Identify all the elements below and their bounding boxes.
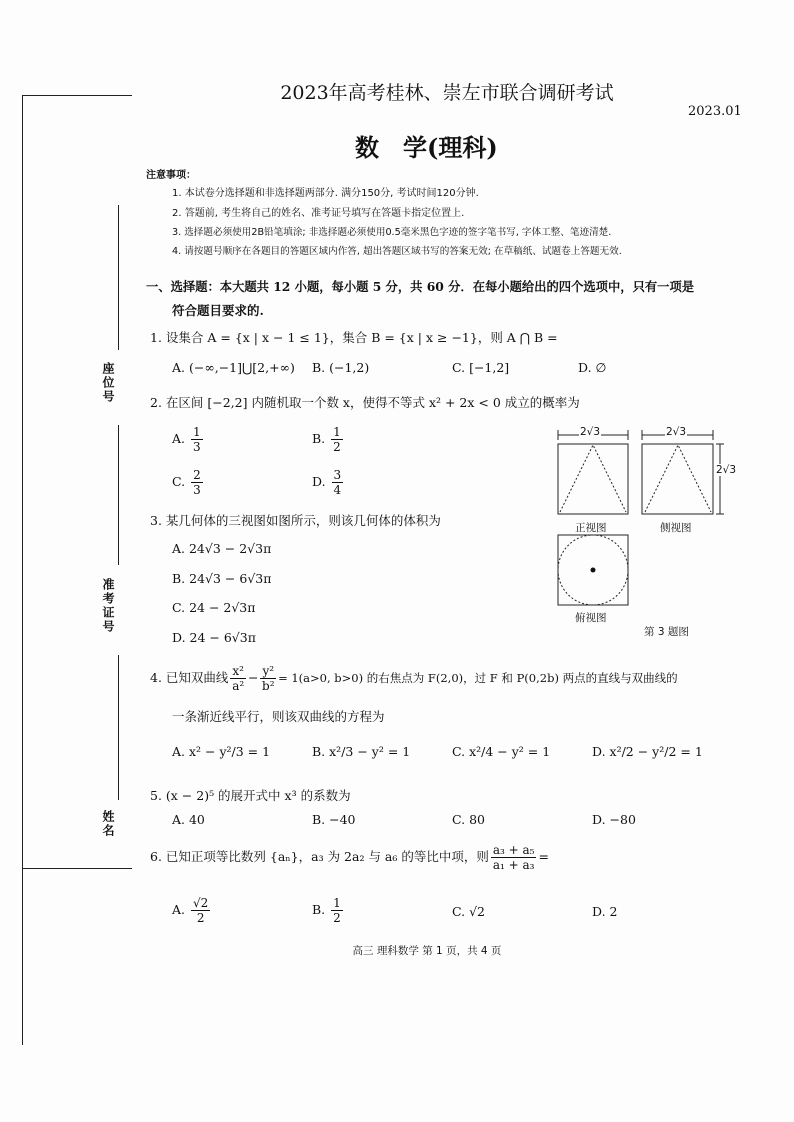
- q1-stem: 1. 设集合 A = {x | x − 1 ≤ 1}，集合 B = {x | x ≥ −1}，则 A ⋂ B =: [150, 330, 558, 345]
- q5-option-b: B. −40: [312, 812, 356, 827]
- q4-option-d: D. x²/2 − y²/2 = 1: [592, 744, 703, 759]
- option-letter: B.: [312, 902, 326, 917]
- exam-id-label: 准考证号: [101, 578, 115, 634]
- name-label: 姓名: [101, 810, 115, 838]
- q1-option-c: C. [−1,2]: [452, 360, 510, 375]
- exam-id-field-line[interactable]: [118, 425, 119, 565]
- q4-option-b: B. x²/3 − y² = 1: [312, 744, 411, 759]
- front-dim-label: 2√3: [580, 426, 601, 438]
- q2-option-b: [312, 425, 345, 454]
- denominator: 3: [193, 440, 201, 454]
- numerator: a₃ + a₅: [492, 843, 535, 857]
- note-item: 2. 答题前, 考生将自己的姓名、准考证号填写在答题卡指定位置上.: [172, 208, 465, 219]
- q4-text: 4. 已知双曲线: [150, 670, 229, 685]
- q2-option-a: [172, 425, 205, 454]
- numerator: x²: [232, 664, 244, 678]
- name-field-line[interactable]: [118, 655, 119, 800]
- q1-option-a: A. (−∞,−1]⋃[2,+∞): [172, 360, 295, 375]
- numerator: 1: [193, 425, 201, 439]
- option-letter: D.: [312, 474, 326, 489]
- numerator: √2: [193, 896, 209, 910]
- q6-text: 6. 已知正项等比数列 {aₙ}，a₃ 为 2a₂ 与 a₆ 的等比中项，则: [150, 849, 489, 864]
- q5-stem: 5. (x − 2)⁵ 的展开式中 x³ 的系数为: [150, 788, 351, 803]
- note-item: 1. 本试卷分选择题和非选择题两部分. 满分150分, 考试时间120分钟.: [172, 188, 479, 199]
- denominator: 4: [333, 483, 342, 497]
- q3-option-c: C. 24 − 2√3π: [172, 600, 256, 615]
- q6-text: =: [538, 849, 549, 864]
- q4-stem: 4. 已知双曲线 $\frac{\text{x²}}{\text{a²}}$ − $\frac{\text{y²}}{\text{b²}}$ = 1(a>0, b>0) 的右焦点为 F(2,0)，过 F 和 P(0,2b) 两点的直线与双曲线的: [150, 664, 678, 693]
- apex-dot: [591, 568, 596, 573]
- denominator: a₁ + a₃: [492, 858, 535, 872]
- exam-title: 2023年高考桂林、崇左市联合调研考试: [280, 82, 614, 104]
- q3-stem: 3. 某几何体的三视图如图所示，则该几何体的体积为: [150, 513, 441, 528]
- seat-field-line[interactable]: [118, 205, 119, 350]
- q4-stem-cont: 一条渐近线平行，则该双曲线的方程为: [172, 709, 385, 724]
- q6-option-b: [312, 896, 345, 925]
- margin-border: [22, 868, 132, 869]
- side-dim-label: 2√3: [666, 426, 687, 438]
- denominator: 2: [333, 911, 341, 925]
- q2-option-c: [172, 468, 205, 497]
- figure-caption: 第 3 题图: [644, 626, 689, 638]
- side-view: [642, 444, 713, 514]
- denominator: b²: [262, 679, 275, 693]
- margin-border: [22, 95, 23, 1045]
- q3-option-d: D. 24 − 6√3π: [172, 630, 256, 645]
- q5-option-d: D. −80: [592, 812, 636, 827]
- denominator: 2: [333, 440, 341, 454]
- front-view: [558, 444, 628, 514]
- denominator: 3: [193, 483, 201, 497]
- exam-date: 2023.01: [688, 104, 742, 119]
- q6-stem: [150, 843, 549, 872]
- seat-label: 座位号: [101, 362, 115, 404]
- denominator: 2: [196, 911, 205, 925]
- q4-option-c: C. x²/4 − y² = 1: [452, 744, 551, 759]
- q5-option-c: C. 80: [452, 812, 485, 827]
- q3-option-a: A. 24√3 − 2√3π: [172, 541, 272, 556]
- option-letter: A.: [172, 431, 186, 446]
- note-item: 3. 选择题必须使用2B铅笔填涂; 非选择题必须使用0.5毫米黑色字迹的签字笔书写, 字体工整、笔迹清楚.: [172, 227, 612, 238]
- option-letter: B.: [312, 431, 326, 446]
- q5-option-a: A. 40: [172, 812, 205, 827]
- numerator: y²: [262, 664, 275, 678]
- numerator: 2: [193, 468, 201, 482]
- subject-title: 数 学(理科): [355, 133, 498, 162]
- height-dim-label: 2√3: [716, 464, 737, 476]
- option-letter: A.: [172, 902, 186, 917]
- note-item: 4. 请按题号顺序在各题目的答题区域内作答, 超出答题区域书写的答案无效; 在草稿纸、试题卷上答题无效.: [172, 246, 622, 257]
- notes-heading: 注意事项：: [146, 170, 196, 181]
- q2-option-d: [312, 468, 345, 497]
- numerator: 1: [333, 425, 341, 439]
- top-view-label: 俯视图: [575, 612, 607, 624]
- side-view-label: 侧视图: [660, 522, 692, 534]
- denominator: a²: [232, 679, 245, 693]
- q3-option-b: B. 24√3 − 6√3π: [172, 571, 272, 586]
- q6-option-c: C. √2: [452, 904, 485, 919]
- q4-text: = 1(a>0, b>0) 的右焦点为 F(2,0)，过 F 和 P(0,2b) 两点的直线与双曲线的: [278, 671, 678, 685]
- q1-option-d: D. ∅: [578, 360, 607, 375]
- q4-option-a: A. x² − y²/3 = 1: [172, 744, 271, 759]
- numerator: 1: [333, 896, 341, 910]
- section-heading-cont: 符合题目要求的.: [172, 303, 264, 318]
- option-letter: C.: [172, 474, 186, 489]
- q1-option-b: B. (−1,2): [312, 360, 370, 375]
- section-heading: 一、选择题：本大题共 12 小题，每小题 5 分，共 60 分．在每小题给出的四个选项中，只有一项是: [146, 279, 695, 294]
- q6-option-d: D. 2: [592, 904, 618, 919]
- numerator: 3: [333, 468, 342, 482]
- front-view-label: 正视图: [575, 522, 607, 534]
- q2-stem: 2. 在区间 [−2,2] 内随机取一个数 x，使得不等式 x² + 2x < 0 成立的概率为: [150, 395, 580, 410]
- q6-option-a: [172, 896, 212, 925]
- three-view-figure: [530, 420, 750, 635]
- page-footer: 高三 理科数学 第 1 页，共 4 页: [352, 945, 502, 957]
